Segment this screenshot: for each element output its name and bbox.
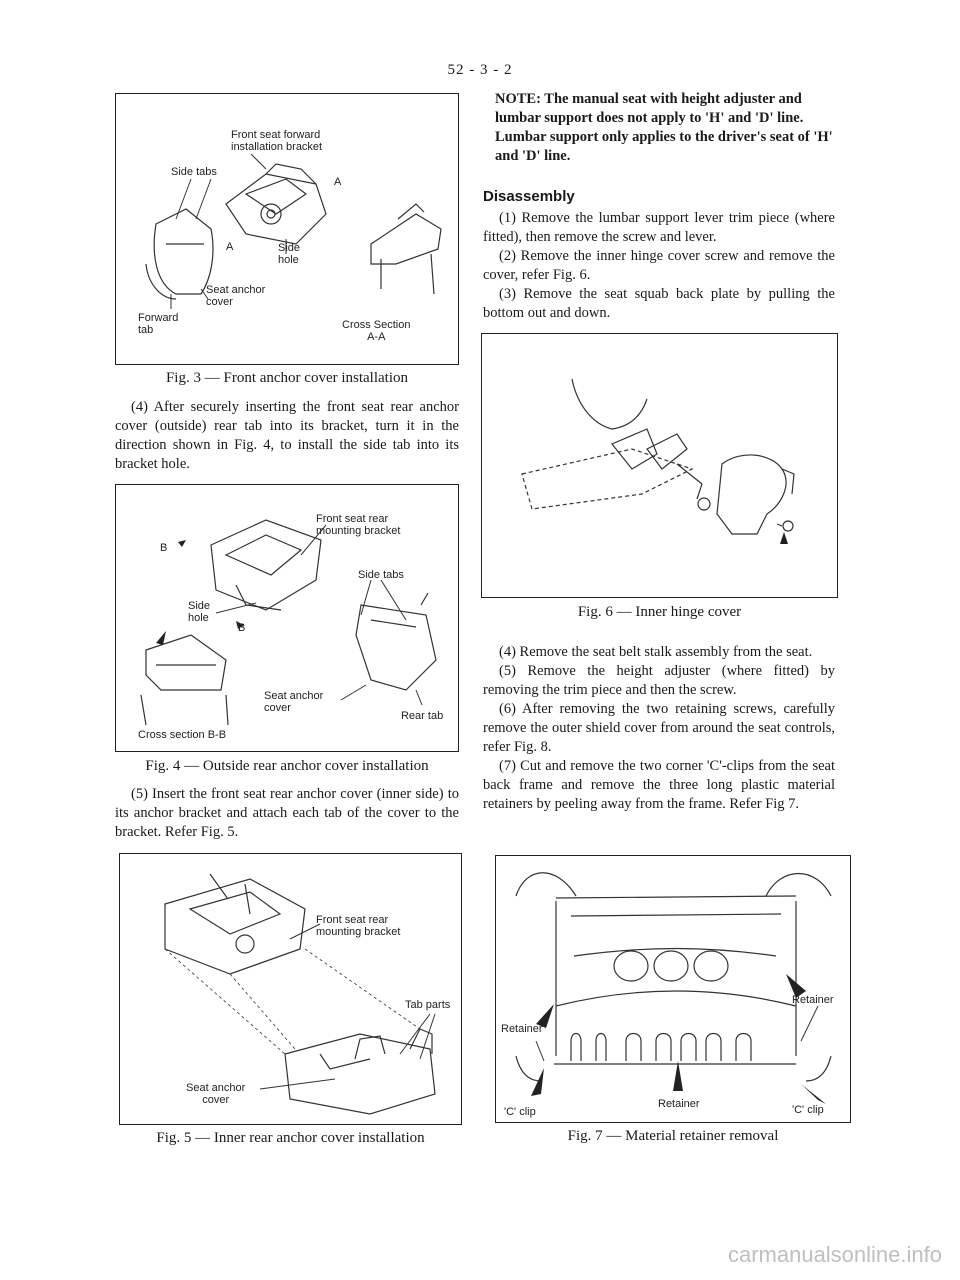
- step-6: (6) After removing the two retaining screws, carefully remove the outer shield cover from around the seat controls, refer Fig. 8.: [483, 701, 835, 755]
- fig4-label-side-tabs: Side tabs: [358, 569, 404, 581]
- fig7-label-retainer-bottom: Retainer: [658, 1098, 700, 1110]
- fig4-label-cross-section: Cross section B-B: [138, 729, 227, 741]
- fig7-illustration: [496, 856, 850, 1122]
- figure-6: [481, 333, 838, 598]
- fig7-label-c-clip-left: 'C' clip: [504, 1106, 536, 1118]
- fig5-caption: Fig. 5 — Inner rear anchor cover installation: [156, 1130, 425, 1146]
- fig3-label-forward-tab: Forward tab: [138, 312, 179, 336]
- paragraph-step-4: [115, 398, 459, 474]
- watermark: carmanualsonline.info: [727, 1242, 942, 1267]
- fig3-label-a-top: A: [334, 176, 342, 188]
- fig7-caption: Fig. 7 — Material retainer removal: [567, 1128, 779, 1144]
- disassembly-steps-1-3: [483, 209, 835, 323]
- note-block: NOTE: The manual seat with height adjuster and lumbar support does not apply to 'H' and 'D' line. Lumbar support only applies to the driver's seat of 'H' and 'D' line.: [495, 91, 833, 164]
- step-1: (1) Remove the lumbar support lever trim piece (where fitted), then remove the screw and lever.: [483, 210, 835, 245]
- figure-3: [115, 93, 459, 365]
- fig4-label-rear-bracket: Front seat rear mounting bracket: [316, 513, 401, 537]
- fig5-label-rear-bracket: Front seat rear mounting bracket: [316, 914, 401, 938]
- fig4-label-b-bottom: B: [238, 622, 246, 634]
- fig7-label-c-clip-right: 'C' clip: [792, 1104, 824, 1116]
- figure-4: [115, 484, 459, 752]
- fig6-illustration: [482, 334, 837, 597]
- paragraph-step-5: [115, 785, 459, 842]
- fig3-label-side-tabs: Side tabs: [171, 166, 217, 178]
- disassembly-steps-4-7: [483, 643, 835, 814]
- fig3-label-a-bottom: A: [226, 241, 234, 253]
- figure-5: [119, 853, 462, 1125]
- fig3-caption: Fig. 3 — Front anchor cover installation: [165, 370, 409, 386]
- fig3-label-seat-anchor: Seat anchor cover: [206, 284, 266, 308]
- fig4-label-rear-tab: Rear tab: [401, 710, 444, 722]
- fig5-illustration: [120, 854, 461, 1124]
- fig4-label-b-top: B: [160, 542, 168, 554]
- fig7-label-retainer-left: Retainer: [501, 1023, 543, 1035]
- step-2: (2) Remove the inner hinge cover screw and remove the cover, refer Fig. 6.: [483, 248, 835, 283]
- paragraph-step-4-text: (4) After securely inserting the front seat rear anchor cover (outside) rear tab into its bracket, turn it in the direction shown in Fig. 4, to install the side tab into its bracket hole.: [115, 399, 459, 472]
- fig5-label-seat-anchor: Seat anchor cover: [186, 1082, 246, 1106]
- step-7: (7) Cut and remove the two corner 'C'-clips from the seat back frame and remove the three long plastic material retainers by peeling away from the frame. Refer Fig 7.: [483, 758, 835, 812]
- fig3-label-front-bracket: Front seat forward installation bracket: [231, 129, 323, 153]
- step-3: (3) Remove the seat squab back plate by pulling the bottom out and down.: [483, 286, 835, 321]
- fig7-label-retainer-right: Retainer: [792, 994, 834, 1006]
- fig4-label-side-hole: Side hole: [188, 600, 211, 624]
- fig3-label-side-hole: Side hole: [278, 242, 301, 266]
- fig5-label-tab-parts: Tab parts: [405, 999, 451, 1011]
- disassembly-heading: Disassembly: [483, 188, 575, 205]
- paragraph-step-5-text: (5) Insert the front seat rear anchor cover (inner side) to its anchor bracket and attach each tab of the cover to the bracket. Refer Fig. 5.: [115, 786, 459, 840]
- fig6-caption: Fig. 6 — Inner hinge cover: [577, 604, 742, 620]
- fig4-label-seat-anchor: Seat anchor cover: [264, 690, 324, 714]
- step-5: (5) Remove the height adjuster (where fitted) by removing the trim piece and then the screw.: [483, 663, 835, 698]
- figure-7: [495, 855, 851, 1123]
- step-4: (4) Remove the seat belt stalk assembly from the seat.: [499, 644, 813, 660]
- fig3-label-cross-section: Cross Section A-A: [342, 319, 411, 343]
- fig4-caption: Fig. 4 — Outside rear anchor cover installation: [145, 758, 429, 774]
- page-number: 52 - 3 - 2: [447, 62, 513, 78]
